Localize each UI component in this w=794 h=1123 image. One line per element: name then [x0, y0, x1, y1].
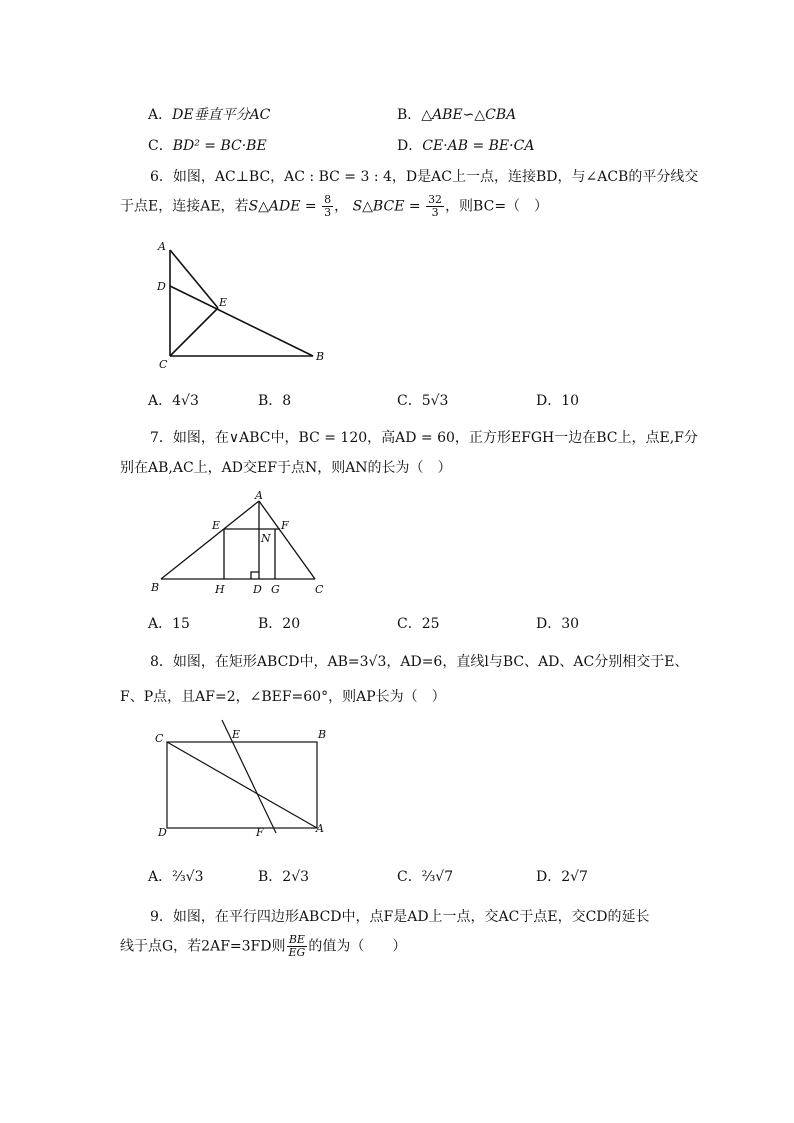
fraction-be-eg: $\frac{BE}{EG}$	[288, 933, 306, 959]
q7-label-e: E	[212, 519, 221, 532]
q7-label-c: C	[315, 583, 324, 596]
q7-label-h: H	[215, 583, 225, 596]
q8-stem-line2: F、P点，且AF=2，∠BEF=60°，则AP长为（ ）	[120, 689, 446, 705]
q8-label-c: C	[155, 732, 164, 745]
q8-figure	[150, 718, 340, 843]
q6-option-b: B．8	[258, 393, 292, 409]
q7-stem-line1: 7．如图，在∨ABC中，BC = 120，高AD = 60，正方形EFGH一边在BC上，点E,F分	[150, 430, 698, 446]
q7-option-c: C．25	[397, 616, 440, 632]
q7-option-b: B．20	[258, 616, 301, 632]
q9-stem-line2: 线于点G，若2AF=3FD则 $\frac{BE}{EG}$ 的值为（ ）	[120, 933, 407, 959]
q5-option-a: A．DE垂直平分AC	[148, 107, 271, 123]
q7-label-d: D	[253, 583, 262, 596]
q8-label-e: E	[232, 728, 241, 741]
q8-label-a: A	[316, 822, 324, 835]
q8-option-c: C．⅔√7	[397, 869, 454, 885]
q8-stem-line1: 8．如图，在矩形ABCD中，AB=3√3，AD=6，直线l与BC、AD、AC分别相交于E、	[150, 654, 689, 670]
q6-label-a: A	[158, 240, 166, 253]
q6-stem-line2: 于点E，连接AE，若S△ADE = $\frac{8}{3}$ ， S△BCE = $\frac{32}{3}$ ，则BC=（ ）	[120, 193, 549, 219]
q7-label-b: B	[151, 581, 160, 594]
q6-stem-line1: 6．如图，AC⊥BC，AC : BC = 3 : 4，D是AC上一点，连接BD，与∠ACB的平分线交	[150, 169, 699, 185]
s-bce: S△BCE	[352, 198, 405, 215]
q6-label-c: C	[159, 358, 168, 371]
q8-label-f: F	[256, 826, 264, 839]
q8-option-b: B．2√3	[258, 869, 310, 885]
fraction-32-3: $\frac{32}{3}$	[428, 193, 443, 219]
q8-option-a: A．⅔√3	[148, 869, 204, 885]
q6-label-e: E	[219, 296, 228, 309]
q7-figure	[145, 485, 345, 600]
q7-stem-line2: 别在AB,AC上，AD交EF于点N，则AN的长为（ ）	[120, 460, 452, 476]
q6-figure	[150, 238, 340, 373]
q6-option-a: A．4√3	[148, 393, 199, 409]
q6-option-c: C．5√3	[397, 393, 449, 409]
q7-label-n: N	[261, 532, 271, 545]
q6-label-d: D	[157, 280, 166, 293]
q6-label-b: B	[316, 350, 325, 363]
q8-label-b: B	[318, 728, 327, 741]
q8-label-d: D	[158, 826, 167, 839]
fraction-8-3: $\frac{8}{3}$	[324, 193, 332, 219]
q7-option-a: A．15	[148, 616, 190, 632]
q6-option-d: D．10	[536, 393, 580, 409]
s-ade: S△ADE	[248, 198, 301, 215]
q5-option-c: C．BD² = BC·BE	[148, 138, 267, 154]
q8-option-d: D．2√7	[536, 869, 588, 885]
q9-stem-line1: 9．如图，在平行四边形ABCD中，点F是AD上一点，交AC于点E，交CD的延长	[150, 909, 650, 925]
q7-label-f: F	[281, 519, 289, 532]
q7-label-a: A	[255, 489, 263, 502]
q5-option-b: B．△ABE∽△CBA	[397, 107, 517, 123]
q7-label-g: G	[271, 583, 280, 596]
q5-option-d: D．CE·AB = BE·CA	[397, 138, 535, 154]
q7-option-d: D．30	[536, 616, 580, 632]
